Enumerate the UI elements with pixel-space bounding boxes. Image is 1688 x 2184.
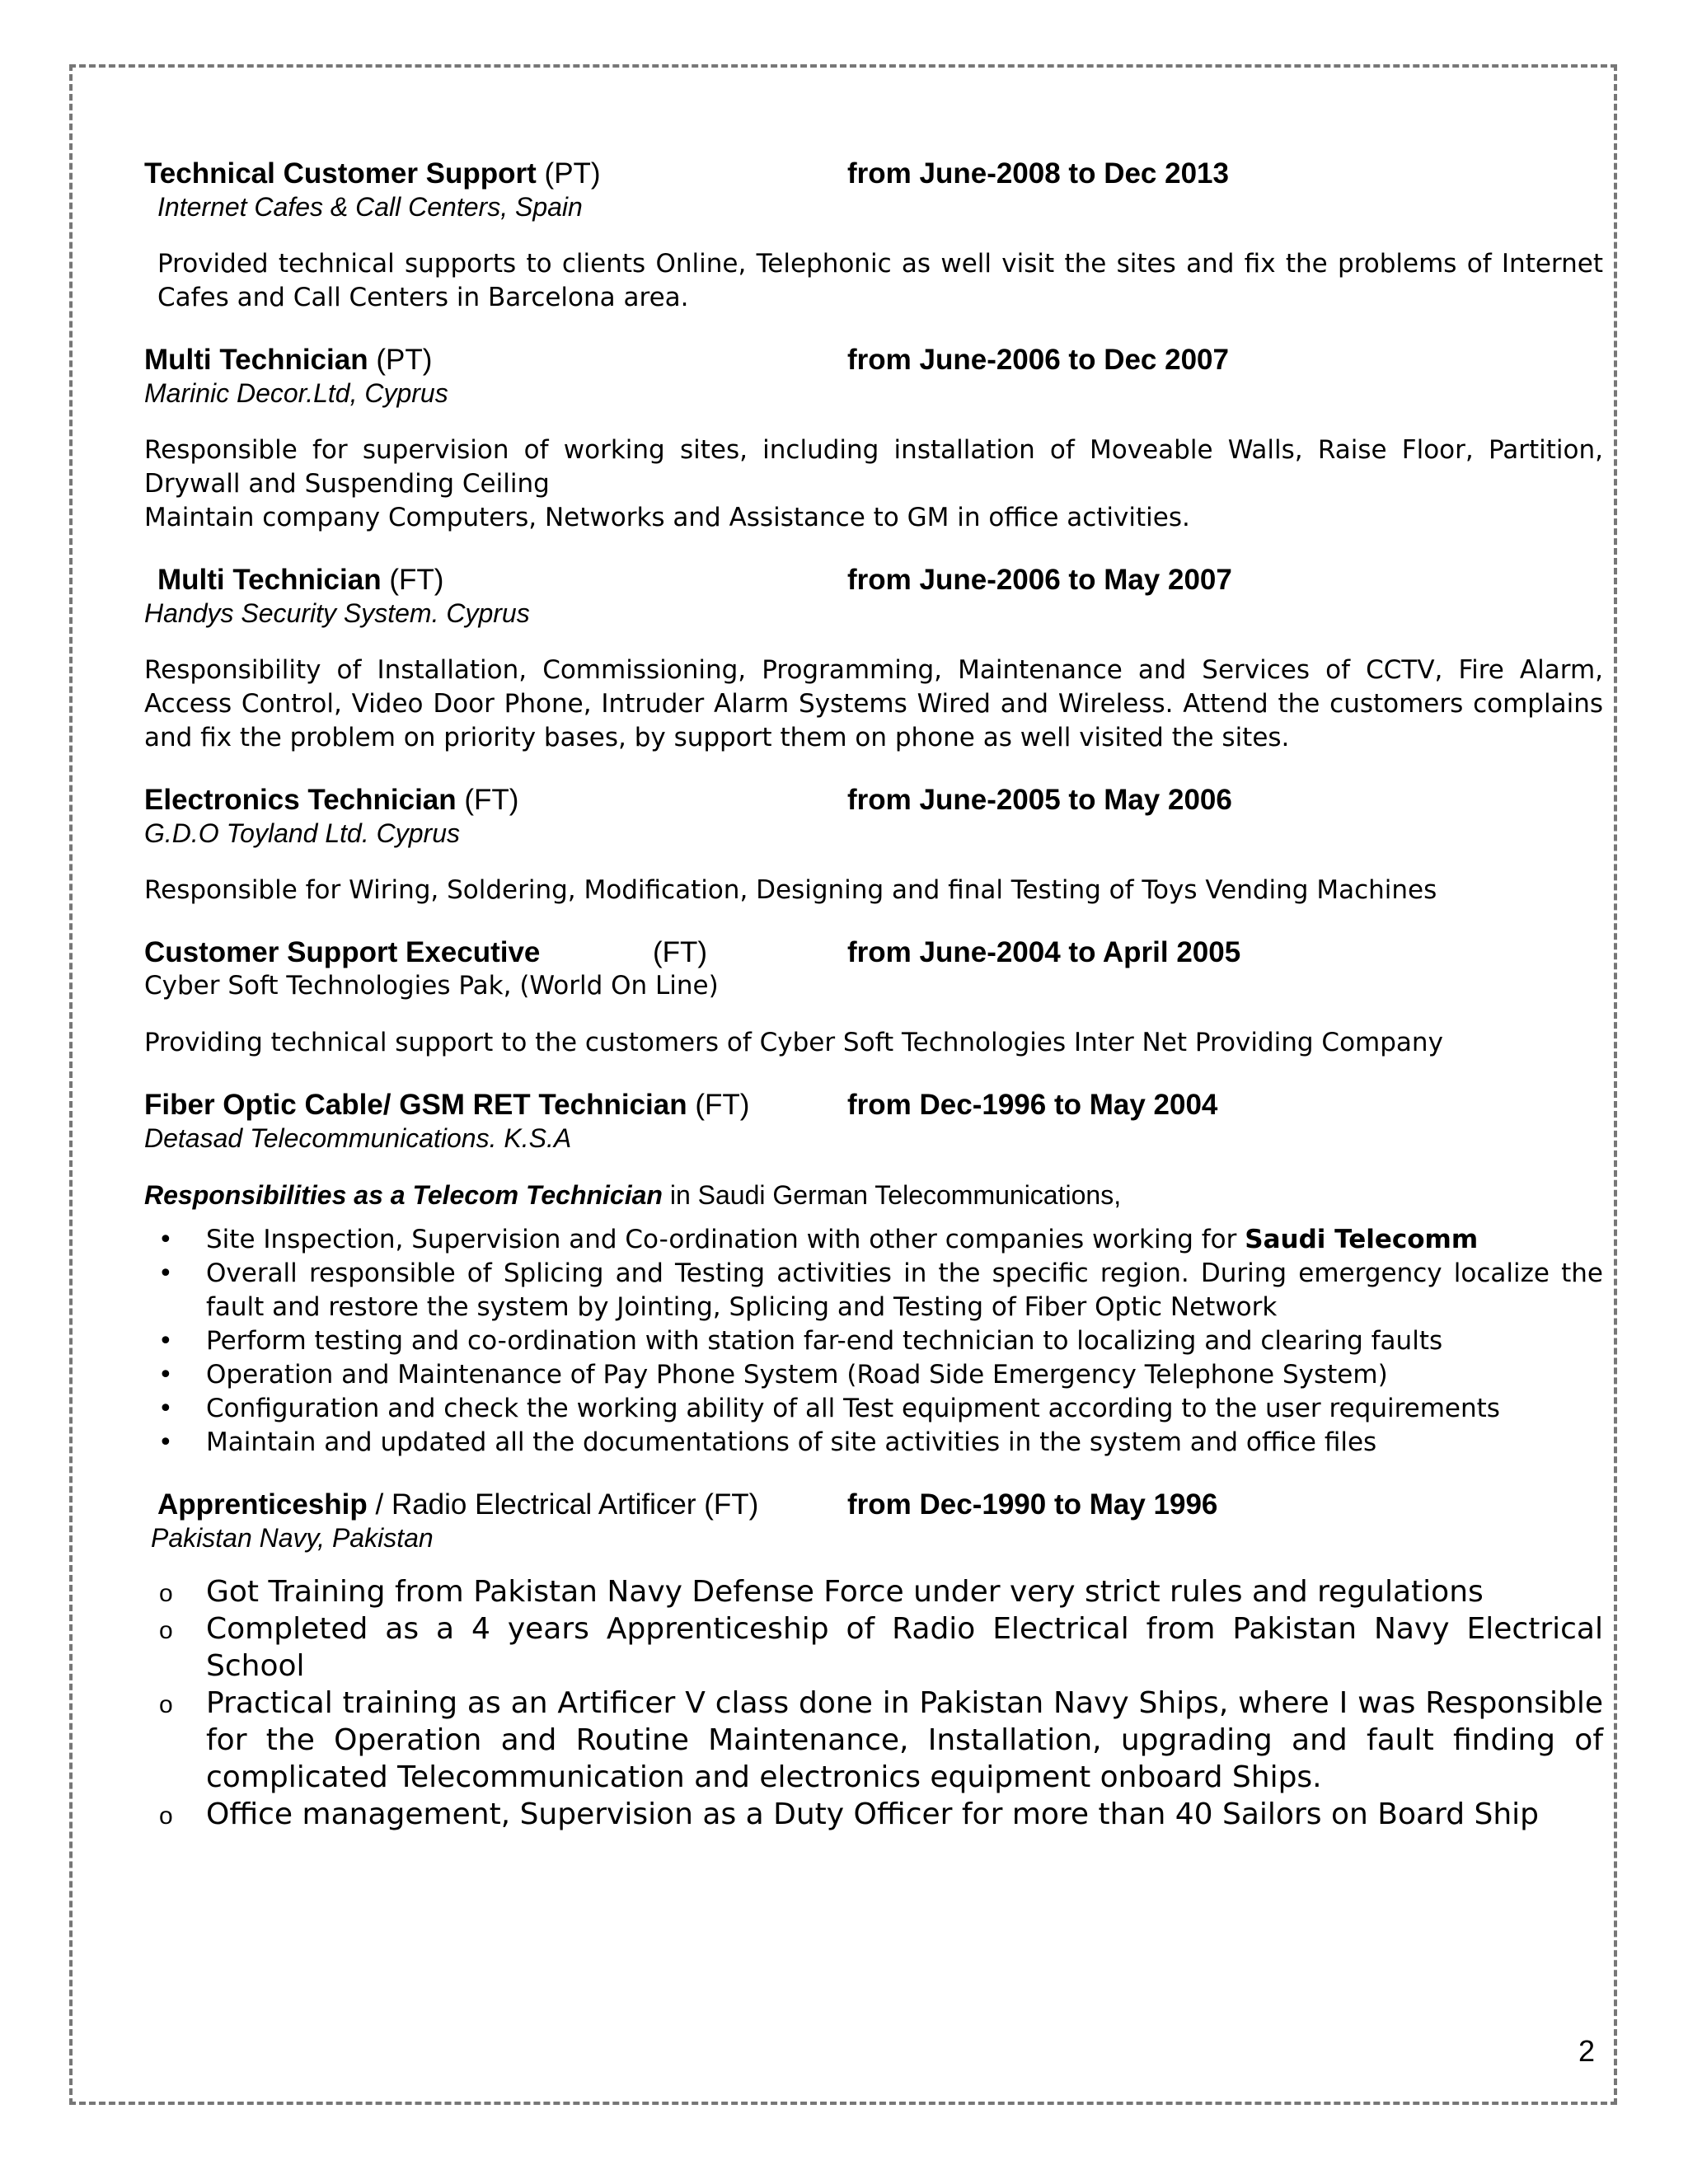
job-title: Multi Technician [157, 564, 382, 596]
job-date: from June-2008 to Dec 2013 [847, 157, 1229, 190]
circle-bullet-icon: o [159, 1617, 173, 1644]
job-company: Internet Cafes & Call Centers, Spain [157, 192, 583, 222]
employer-highlight: Saudi Telecomm [1245, 1225, 1479, 1254]
bullet-icon: • [158, 1226, 173, 1254]
job-date: from Dec-1990 to May 1996 [847, 1488, 1218, 1521]
job-description: Provided technical supports to clients Online, Telephonic as well visit the sites and fix the problems of Internet Cafes and Call Centers in Barcelona area. [157, 249, 1603, 312]
job-title: Multi Technician [144, 344, 368, 376]
job-subtitle: / Radio Electrical Artificer (FT) [367, 1488, 759, 1521]
job-date: from June-2004 to April 2005 [847, 936, 1241, 968]
job-header [144, 563, 1603, 598]
job-header [144, 343, 1603, 377]
job-type: (FT) [464, 784, 519, 816]
training-list [144, 1573, 1603, 1833]
job-title: Apprenticeship [157, 1488, 368, 1521]
job-date: from June-2006 to Dec 2007 [847, 344, 1229, 376]
responsibilities-label: Responsibilities as a Telecom Technician [144, 1180, 663, 1210]
list-item: • Perform testing and co-ordination with station far-end technician to localizing and clearing faults [144, 1324, 1603, 1358]
list-item: • Maintain and updated all the documentations of site activities in the system and office files [144, 1426, 1603, 1460]
job-title: Technical Customer Support [144, 157, 537, 190]
job-title: Electronics Technician [144, 784, 457, 816]
bullet-icon: • [158, 1394, 173, 1423]
circle-bullet-icon: o [159, 1580, 173, 1607]
bullet-icon: • [158, 1259, 173, 1288]
job-description: Responsible for Wiring, Soldering, Modification, Designing and final Testing of Toys Vending Machines [144, 875, 1437, 905]
job-description: Responsibility of Installation, Commissioning, Programming, Maintenance and Services of CCTV, Fire Alarm, Access Control, Video Door Phone, Intruder Alarm Systems Wired and Wireless. Attend the customers complains and fix the problem on priority bases, by support them on phone as well visited the sites. [144, 655, 1603, 752]
job-company: Marinic Decor.Ltd, Cyprus [144, 378, 448, 408]
job-company: Detasad Telecommunications. K.S.A [144, 1123, 572, 1153]
responsibilities-employer: in Saudi German Telecommunications, [662, 1180, 1122, 1210]
job-description: Providing technical support to the customers of Cyber Soft Technologies Inter Net Providing Company [144, 1028, 1443, 1057]
circle-bullet-icon: o [159, 1802, 173, 1830]
responsibilities-heading [144, 1179, 1603, 1212]
job-title: Customer Support Executive [144, 936, 541, 968]
responsibilities-list [144, 1223, 1603, 1460]
job-company: G.D.O Toyland Ltd. Cyprus [144, 818, 460, 848]
job-title: Fiber Optic Cable/ GSM RET Technician [144, 1089, 687, 1121]
job-header [144, 1088, 1603, 1122]
job-header [144, 783, 1603, 818]
list-item: • Operation and Maintenance of Pay Phone System (Road Side Emergency Telephone System) [144, 1358, 1603, 1392]
list-item: o Practical training as an Artificer V class done in Pakistan Navy Ships, where I was Responsible for the Operation and Routine Maintenance, Installation, upgrading and fault finding of complicated Telecommunication and electronics equipment onboard Ships. [159, 1686, 1603, 1794]
job-date: from June-2006 to May 2007 [847, 564, 1232, 596]
list-item: o Got Training from Pakistan Navy Defense Force under very strict rules and regulations [144, 1573, 1603, 1610]
job-company: Cyber Soft Technologies Pak, (World On Line) [144, 971, 719, 1001]
resume-content [144, 157, 1603, 1833]
job-header [144, 935, 1603, 970]
job-type: (PT) [376, 344, 433, 376]
job-type: (FT) [389, 564, 444, 596]
bullet-icon: • [158, 1428, 173, 1457]
job-header [144, 157, 1603, 191]
bullet-icon: • [158, 1327, 173, 1356]
job-type: (PT) [544, 157, 601, 190]
job-date: from June-2005 to May 2006 [847, 784, 1232, 816]
job-type: (FT) [653, 936, 708, 968]
circle-bullet-icon: o [159, 1691, 173, 1718]
page-number: 2 [1578, 2034, 1596, 2068]
job-description: Responsible for supervision of working sites, including installation of Moveable Walls, Raise Floor, Partition, Drywall and Suspending Ceiling [144, 435, 1603, 499]
job-description-2: Maintain company Computers, Networks and Assistance to GM in office activities. [144, 503, 1190, 532]
list-item: o Office management, Supervision as a Duty Officer for more than 40 Sailors on Board Ship [144, 1796, 1603, 1833]
bullet-icon: • [158, 1361, 173, 1390]
job-date: from Dec-1996 to May 2004 [847, 1089, 1218, 1121]
job-type: (FT) [695, 1089, 750, 1121]
job-company: Pakistan Navy, Pakistan [151, 1523, 434, 1553]
job-header [144, 1488, 1603, 1522]
list-item: o Completed as a 4 years Apprenticeship of Radio Electrical from Pakistan Navy Electrical School [159, 1612, 1603, 1683]
list-item: • Configuration and check the working ability of all Test equipment according to the user requirements [144, 1392, 1603, 1426]
job-company: Handys Security System. Cyprus [144, 598, 530, 628]
list-item: • Site Inspection, Supervision and Co-ordination with other companies working for Saudi Telecomm [144, 1223, 1603, 1257]
list-item: • Overall responsible of Splicing and Testing activities in the specific region. During emergency localize the fault and restore the system by Jointing, Splicing and Testing of Fiber Optic Network [158, 1258, 1603, 1322]
